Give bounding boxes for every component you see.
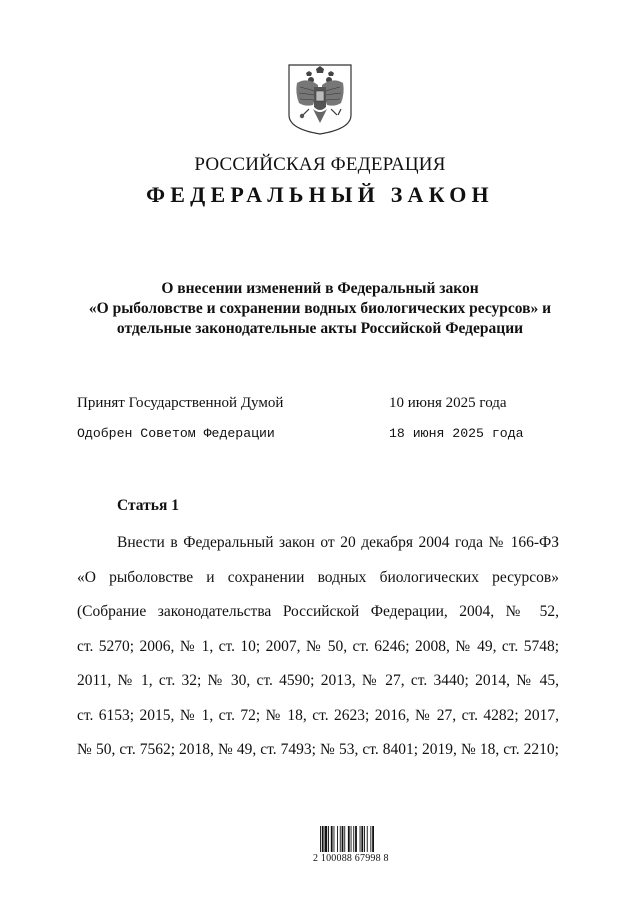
barcode-bar xyxy=(328,826,329,852)
barcode-bar xyxy=(360,826,361,852)
barcode-number: 2 100088 67998 8 xyxy=(313,853,389,864)
barcode-bar xyxy=(322,826,324,852)
barcode-icon xyxy=(319,826,395,852)
approved-by-council-label: Одобрен Советом Федерации xyxy=(77,426,275,441)
barcode-bar xyxy=(353,826,354,852)
law-title xyxy=(60,279,580,339)
barcode-bar xyxy=(367,826,368,852)
article-text-line: Внести в Федеральный закон от 20 декабря 2004 года № 166-ФЗ xyxy=(117,534,559,551)
article-text-line: № 50, ст. 7562; 2018, № 49, ст. 7493; № 53, ст. 8401; 2019, № 18, ст. 2210; xyxy=(77,741,559,758)
article-text-line: (Собрание законодательства Российской Федерации, 2004, № 52, xyxy=(77,603,559,620)
barcode-bar xyxy=(331,826,333,852)
barcode-bar xyxy=(372,826,374,852)
article-text-line: «О рыболовстве и сохранении водных биологических ресурсов» xyxy=(77,569,559,586)
article-heading: Статья 1 xyxy=(117,497,179,514)
article-text-line: ст. 5270; 2006, № 1, ст. 10; 2007, № 50, ст. 6246; 2008, № 49, ст. 5748; xyxy=(77,638,559,655)
coat-of-arms-icon xyxy=(287,63,353,135)
article-text-line: 2011, № 1, ст. 32; № 30, ст. 4590; 2013, № 27, ст. 3440; 2014, № 45, xyxy=(77,672,559,689)
state-name: РОССИЙСКАЯ ФЕДЕРАЦИЯ xyxy=(194,154,446,175)
barcode-bar xyxy=(325,826,328,852)
law-title-line: О внесении изменений в Федеральный закон xyxy=(161,280,479,297)
law-title-line: «О рыболовстве и сохранении водных биологических ресурсов» и xyxy=(88,300,552,317)
article-text-line: ст. 6153; 2015, № 1, ст. 72; № 18, ст. 2623; 2016, № 27, ст. 4282; 2017, xyxy=(77,707,559,724)
barcode-bar xyxy=(320,826,321,852)
barcode-bar xyxy=(351,826,352,852)
document-type-heading: ФЕДЕРАЛЬНЫЙ ЗАКОН xyxy=(146,182,494,207)
barcode-bar xyxy=(342,826,344,852)
barcode-bar xyxy=(355,826,357,852)
law-title-line: отдельные законодательные акты Российской Федерации xyxy=(116,320,524,337)
adopted-by-duma-label: Принят Государственной Думой xyxy=(77,395,284,411)
approved-by-council-date: 18 июня 2025 года xyxy=(389,426,524,441)
barcode-bar xyxy=(364,826,365,852)
barcode-bar xyxy=(370,826,371,852)
adopted-by-duma-date: 10 июня 2025 года xyxy=(389,395,507,411)
barcode-bar xyxy=(334,826,335,852)
barcode-bar xyxy=(344,826,345,852)
barcode-bar xyxy=(337,826,338,852)
barcode-bar xyxy=(348,826,350,852)
barcode-bar xyxy=(361,826,363,852)
barcode-bar xyxy=(340,826,341,852)
